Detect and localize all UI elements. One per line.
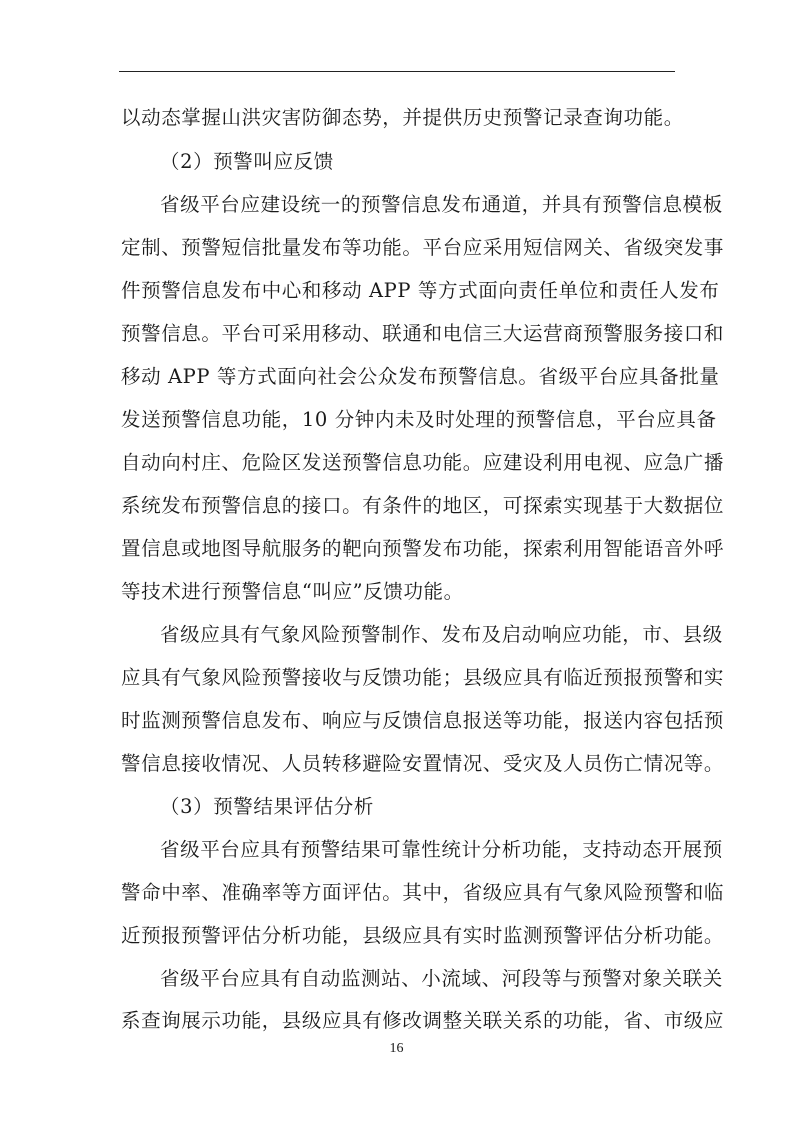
section-heading: （3）预警结果评估分析 xyxy=(160,795,375,818)
paragraph-line: 系统发布预警信息的接口。有条件的地区，可探索实现基于大数据位 xyxy=(121,494,725,517)
paragraph-line: 定制、预警短信批量发布等功能。平台应采用短信网关、省级突发事 xyxy=(121,236,725,259)
paragraph-line: 自动向村庄、危险区发送预警信息功能。应建设利用电视、应急广播 xyxy=(121,451,725,474)
paragraph-line: 发送预警信息功能，10 分钟内未及时处理的预警信息，平台应具备 xyxy=(121,408,717,431)
paragraph-line: 省级平台应建设统一的预警信息发布通道，并具有预警信息模板 xyxy=(160,193,723,216)
paragraph-line: 等技术进行预警信息“叫应”反馈功能。 xyxy=(121,580,464,603)
paragraph-line: 应具有气象风险预警接收与反馈功能；县级应具有临近预报预警和实 xyxy=(121,666,725,689)
paragraph-line: 省级平台应具有自动监测站、小流域、河段等与预警对象关联关 xyxy=(160,967,723,990)
paragraph-line: 系查询展示功能，县级应具有修改调整关联关系的功能，省、市级应 xyxy=(121,1009,725,1032)
paragraph-line: 警命中率、准确率等方面评估。其中，省级应具有气象风险预警和临 xyxy=(121,881,725,904)
paragraph-line: 移动 APP 等方式面向社会公众发布预警信息。省级平台应具备批量 xyxy=(121,365,720,388)
paragraph-line: 预警信息。平台可采用移动、联通和电信三大运营商预警服务接口和 xyxy=(121,322,725,345)
page-number: 16 xyxy=(389,1041,404,1056)
paragraph-line: 件预警信息发布中心和移动 APP 等方式面向责任单位和责任人发布 xyxy=(121,279,720,302)
paragraph-line: 省级应具有气象风险预警制作、发布及启动响应功能，市、县级 xyxy=(160,623,723,646)
paragraph-line: 以动态掌握山洪灾害防御态势，并提供历史预警记录查询功能。 xyxy=(121,106,684,129)
paragraph-line: 近预报预警评估分析功能，县级应具有实时监测预警评估分析功能。 xyxy=(121,924,725,947)
paragraph-line: 警信息接收情况、人员转移避险安置情况、受灾及人员伤亡情况等。 xyxy=(121,752,725,775)
paragraph-line: 省级平台应具有预警结果可靠性统计分析功能，支持动态开展预 xyxy=(160,838,723,861)
section-heading: （2）预警叫应反馈 xyxy=(160,150,334,173)
paragraph-line: 置信息或地图导航服务的靶向预警发布功能，探索利用智能语音外呼 xyxy=(121,537,725,560)
paragraph-line: 时监测预警信息发布、响应与反馈信息报送等功能，报送内容包括预 xyxy=(121,709,725,732)
